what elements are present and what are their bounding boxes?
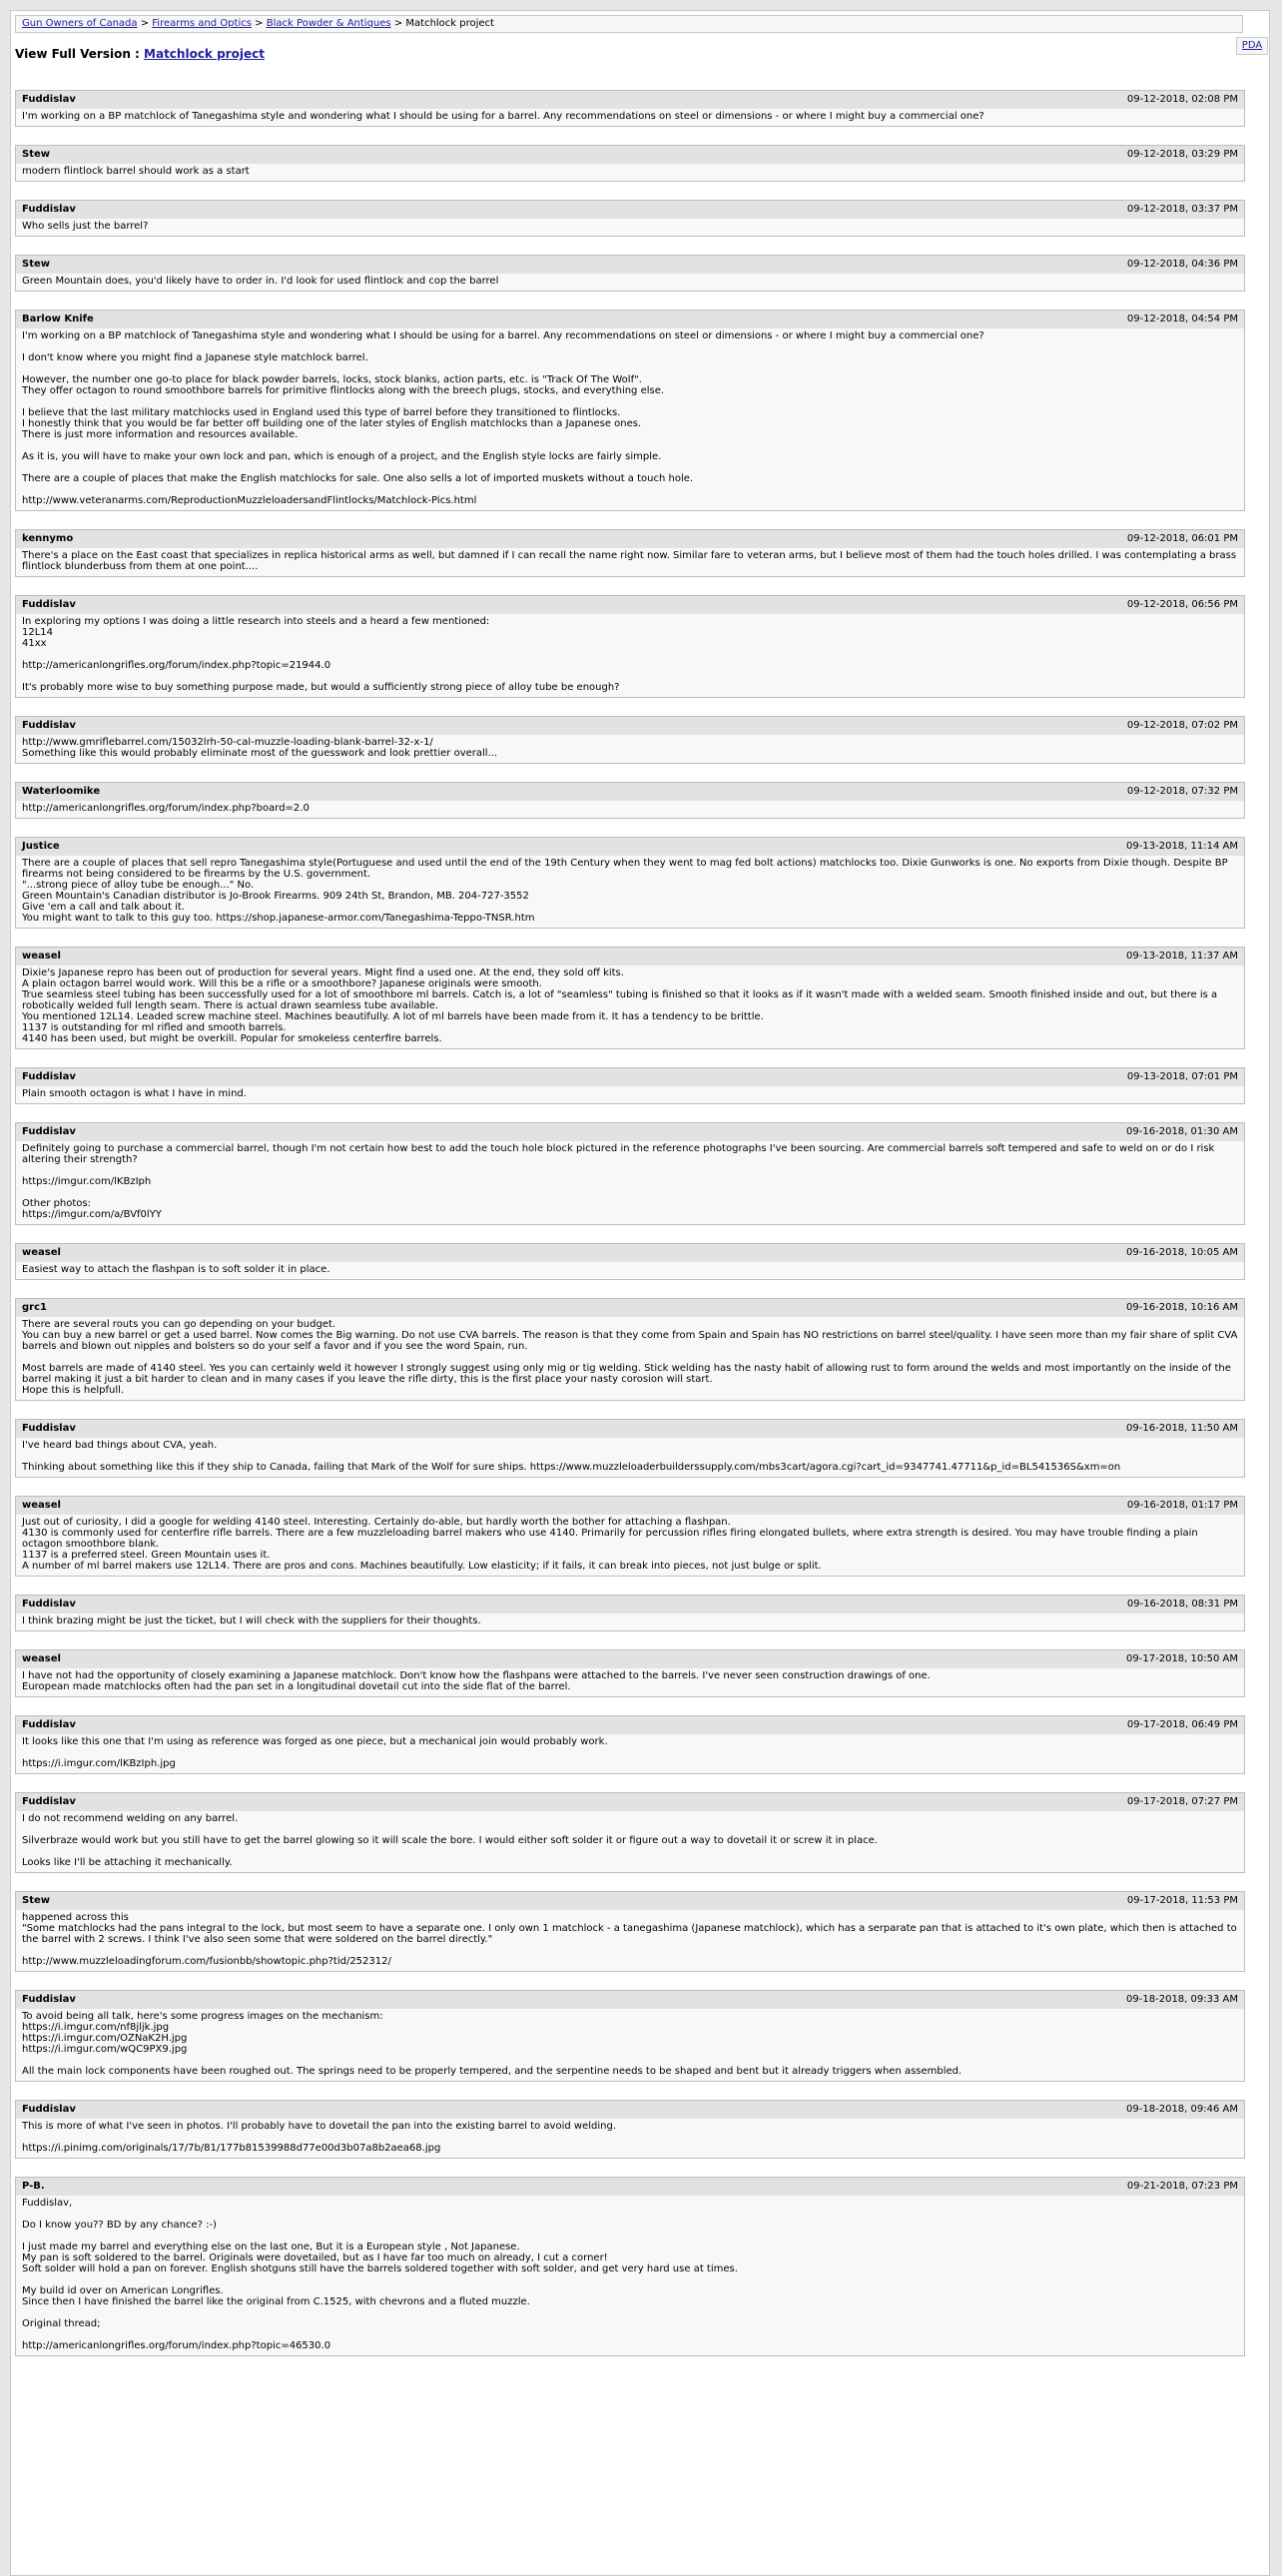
post-line: It's probably more wise to buy something purpose made, but would a sufficiently strong piece of alloy tube be enough? [22, 682, 620, 693]
post-line [22, 1165, 1238, 1176]
post-line [22, 1945, 1238, 1956]
post-author: Barlow Knife [22, 314, 94, 324]
post [15, 255, 1245, 292]
post-body [16, 1086, 1244, 1103]
post-line: My build id over on American Longrifles. [22, 2285, 224, 2296]
post-body [16, 548, 1244, 576]
post-line [22, 2209, 1238, 2220]
post-author: Justice [22, 841, 60, 852]
post-line: "...strong piece of alloy tube be enough..." No. [22, 880, 255, 891]
post [15, 2177, 1245, 2356]
post-line: I just made my barrel and everything else on the last one, But it is a European style , Not Japanese. [22, 2242, 520, 2253]
post-date: 09-17-2018, 06:49 PM [1126, 1719, 1238, 1730]
post-line [22, 2307, 1238, 2318]
post-line [22, 341, 1238, 352]
post-line: 12L14 [22, 627, 54, 638]
pda-link[interactable]: PDA [1241, 40, 1263, 51]
post-line: Green Mountain's Canadian distributor is Jo-Brook Firearms. 909 24th St, Brandon, MB. 204-727-3552 [22, 891, 529, 902]
post [15, 1243, 1245, 1280]
post-date: 09-13-2018, 11:14 AM [1126, 841, 1238, 852]
post [15, 1715, 1245, 1774]
post-date: 09-13-2018, 07:01 PM [1126, 1071, 1238, 1082]
post-header [16, 838, 1244, 856]
post-body [16, 1910, 1244, 1971]
post-header [16, 1650, 1244, 1668]
post-date: 09-21-2018, 07:23 PM [1126, 2181, 1238, 2192]
breadcrumb-link-forum[interactable]: Gun Owners of Canada [22, 18, 138, 29]
post-line: Who sells just the barrel? [22, 221, 149, 232]
post [15, 1891, 1245, 1972]
post-line [22, 2231, 1238, 2242]
post-header [16, 1299, 1244, 1317]
post-line [22, 363, 1238, 374]
post-author: weasel [22, 1247, 61, 1258]
post-date: 09-17-2018, 07:27 PM [1126, 1796, 1238, 1807]
post-line: Give 'em a call and talk about it. [22, 902, 185, 913]
post-line: https://imgur.com/lKBzIph [22, 1176, 152, 1187]
post-line: They offer octagon to round smoothbore barrels for primitive flintlocks along with the breech plugs, stocks, and everything else. [22, 385, 665, 396]
post-line: happened across this [22, 1912, 129, 1923]
post-date: 09-13-2018, 11:37 AM [1126, 951, 1238, 962]
post-line [22, 462, 1238, 473]
post-body [16, 1613, 1244, 1630]
post-line: Something like this would probably eliminate most of the guesswork and look prettier overall... [22, 748, 498, 759]
post-line: 41xx [22, 638, 47, 649]
post-line: A plain octagon barrel would work. Will this be a rifle or a smoothbore? Japanese originals were smooth. [22, 978, 542, 989]
breadcrumb-link-blackpowder[interactable]: Black Powder & Antiques [266, 18, 391, 29]
post-header [16, 948, 1244, 966]
post-author: Fuddislav [22, 94, 76, 105]
post-line: https://i.imgur.com/nf8jljk.jpg [22, 2022, 170, 2033]
post-line: True seamless steel tubing has been successfully used for a lot of smoothbore ml barrels. Catch is, a lot of "seamless" tubing is finished so that it looks as if it wasn't made with a welded seam. Smooth finished inside and out, but there is a robotically welded full length seam. There is actual drawn seamless tube available. [22, 989, 1221, 1011]
post-body [16, 1668, 1244, 1696]
post-line: 1137 is a preferred steel. Green Mountain uses it. [22, 1550, 271, 1561]
post-line: modern flintlock barrel should work as a start [22, 166, 250, 177]
post-date: 09-12-2018, 06:56 PM [1126, 599, 1238, 610]
post-line: I've heard bad things about CVA, yeah. [22, 1440, 218, 1451]
post [15, 1649, 1245, 1697]
post-line: Easiest way to attach the flashpan is to soft solder it in place. [22, 1264, 330, 1275]
post-line [22, 1846, 1238, 1857]
post-line: To avoid being all talk, here's some progress images on the mechanism: [22, 2011, 383, 2022]
post-date: 09-12-2018, 03:37 PM [1126, 204, 1238, 215]
post [15, 837, 1245, 929]
post-body [16, 1141, 1244, 1224]
post-body [16, 328, 1244, 510]
post-line: http://www.veteranarms.com/ReproductionMuzzleloadersandFlintlocks/Matchlock-Pics.html [22, 495, 477, 506]
post-line: I honestly think that you would be far better off building one of the later styles of English matchlocks than a Japanese ones. [22, 418, 642, 429]
post-line: http://americanlongrifles.org/forum/index.php?topic=46530.0 [22, 2340, 331, 2351]
post-date: 09-16-2018, 01:30 AM [1126, 1126, 1238, 1137]
post-line [22, 1352, 1238, 1363]
post-header [16, 1892, 1244, 1910]
post-header [16, 146, 1244, 164]
post-author: Stew [22, 149, 51, 160]
post-line [22, 484, 1238, 495]
post-line [22, 396, 1238, 407]
post-line: 4140 has been used, but might be overkill. Popular for smokeless centerfire barrels. [22, 1033, 442, 1044]
post-line: http://americanlongrifles.org/forum/index.php?board=2.0 [22, 803, 310, 814]
post-line: Silverbraze would work but you still have to get the barrel glowing so it will scale the bore. I would either soft solder it or figure out a way to dovetail it or screw it in place. [22, 1835, 878, 1846]
post-author: Fuddislav [22, 1796, 76, 1807]
post-line: My pan is soft soldered to the barrel. Originals were dovetailed, but as I have far too much on already, I cut a corner! [22, 2253, 608, 2263]
post-header [16, 2101, 1244, 2119]
post-body [16, 1734, 1244, 1773]
view-full-version-prefix: View Full Version : [15, 47, 145, 61]
post-header [16, 201, 1244, 219]
post-header [16, 717, 1244, 735]
post-line [22, 1451, 1238, 1462]
post-line: Other photos: [22, 1198, 91, 1209]
post-line: Hope this is helpfull. [22, 1385, 125, 1396]
post [15, 1298, 1245, 1401]
post-body [16, 1811, 1244, 1872]
post [15, 595, 1245, 698]
post-line [22, 2055, 1238, 2066]
post-date: 09-12-2018, 07:32 PM [1126, 786, 1238, 797]
post-author: weasel [22, 1500, 61, 1511]
post-line: Definitely going to purchase a commercial barrel, though I'm not certain how best to add the touch hole block pictured in the reference photographs I've been sourcing. Are commercial barrels soft tempered and safe to weld on or do I risk altering their strength? [22, 1143, 1218, 1165]
post-line: https://i.pinimg.com/originals/17/7b/81/177b81539988d77e00d3b07a8b2aea68.jpg [22, 2143, 441, 2154]
post-line: Original thread; [22, 2318, 101, 2329]
post-header [16, 1244, 1244, 1262]
post-line: http://www.muzzleloadingforum.com/fusionbb/showtopic.php?tid/252312/ [22, 1956, 391, 1967]
post-line: It looks like this one that I'm using as reference was forged as one piece, but a mechanical join would probably work. [22, 1736, 608, 1747]
post-date: 09-12-2018, 07:02 PM [1126, 720, 1238, 731]
post-line: I don't know where you might find a Japanese style matchlock barrel. [22, 352, 368, 363]
post-line: This is more of what I've seen in photos. I'll probably have to dovetail the pan into the existing barrel to avoid welding. [22, 2121, 616, 2132]
post-line: Just out of curiosity, I did a google for welding 4140 steel. Interesting. Certainly do-able, but hardly worth the bother for attaching a flashpan. [22, 1517, 731, 1528]
post [15, 1990, 1245, 2082]
post-body [16, 2009, 1244, 2081]
post-header [16, 311, 1244, 328]
post-author: Fuddislav [22, 1599, 76, 1610]
post-author: Fuddislav [22, 1423, 76, 1434]
post-body [16, 1515, 1244, 1576]
post-date: 09-17-2018, 10:50 AM [1126, 1653, 1238, 1664]
post-date: 09-16-2018, 01:17 PM [1126, 1500, 1238, 1511]
breadcrumb-separator: > [393, 18, 403, 29]
post-author: grc1 [22, 1302, 47, 1313]
post-line: Looks like I'll be attaching it mechanically. [22, 1857, 233, 1868]
breadcrumb-separator: > [140, 18, 150, 29]
post-author: P-B. [22, 2181, 45, 2192]
post-line: "Some matchlocks had the pans integral to the lock, but most seem to have a separate one. I only own 1 matchlock - a tanegashima (Japanese matchlock), which has a serparate pan that is attached to it's own plate, which then is attached to the barrel with 2 screws. I think I've also seen some that were soldered on the barrel directly." [22, 1923, 1240, 1945]
post-author: kennymo [22, 533, 74, 544]
post [15, 947, 1245, 1049]
post-date: 09-16-2018, 10:05 AM [1126, 1247, 1238, 1258]
post-date: 09-12-2018, 04:36 PM [1126, 259, 1238, 270]
post-line: Dixie's Japanese repro has been out of production for several years. Might find a used one. At the end, they sold off kits. [22, 967, 624, 978]
post-date: 09-16-2018, 10:16 AM [1126, 1302, 1238, 1313]
post-line: Do I know you?? BD by any chance? :-) [22, 2220, 217, 2231]
post-line: https://i.imgur.com/lKBzIph.jpg [22, 1758, 176, 1769]
post-body [16, 801, 1244, 818]
breadcrumb-link-firearms[interactable]: Firearms and Optics [152, 18, 252, 29]
post-body [16, 856, 1244, 928]
post-body [16, 219, 1244, 236]
post-author: Fuddislav [22, 720, 76, 731]
breadcrumb-separator: > [255, 18, 264, 29]
post-line: I think brazing might be just the ticket, but I will check with the suppliers for their thoughts. [22, 1615, 481, 1626]
post-author: Fuddislav [22, 1719, 76, 1730]
breadcrumb [15, 15, 1243, 33]
post-list [15, 90, 1245, 2374]
post [15, 2100, 1245, 2159]
breadcrumb-current: Matchlock project [405, 18, 494, 29]
post [15, 782, 1245, 819]
post-header [16, 2178, 1244, 2196]
post-line: You can buy a new barrel or get a used barrel. Now comes the Big warning. Do not use CVA barrels. The reason is that they come from Spain and Spain has NO restrictions on barrel steel/quality. I have seen more than my fair share of split CVA barrels and blown out nipples and bolsters so do your self a favor and if you see the word Spain, run. [22, 1330, 1241, 1352]
post-date: 09-18-2018, 09:46 AM [1126, 2104, 1238, 2115]
post-line: 1137 is outstanding for ml rifled and smooth barrels. [22, 1022, 287, 1033]
post-line: http://www.gmriflebarrel.com/15032lrh-50-cal-muzzle-loading-blank-barrel-32-x-1/ [22, 737, 433, 748]
post-line: I do not recommend welding on any barrel. [22, 1813, 239, 1824]
post [15, 529, 1245, 577]
post-line: Thinking about something like this if they ship to Canada, failing that Mark of the Wolf for sure ships. https://www.muzzleloaderbuilderssupply.com/mbs3cart/agora.cgi?cart_id=9347741.47711&p_id=BL541536S&xm=on [22, 1462, 1121, 1473]
post-body [16, 109, 1244, 126]
post-header [16, 1793, 1244, 1811]
post [15, 1792, 1245, 1873]
post [15, 90, 1245, 127]
post-header [16, 1596, 1244, 1613]
post-line: I'm working on a BP matchlock of Tanegashima style and wondering what I should be using for a barrel. Any recommendations on steel or dimensions - or where I might buy a commercial one? [22, 111, 984, 122]
post-line: Plain smooth octagon is what I have in mind. [22, 1088, 247, 1099]
post-header [16, 1991, 1244, 2009]
post-line: European made matchlocks often had the pan set in a longitudinal dovetail cut into the side flat of the barrel. [22, 1681, 571, 1692]
post-line [22, 1187, 1238, 1198]
post [15, 1067, 1245, 1104]
post-body [16, 1438, 1244, 1477]
post-line [22, 671, 1238, 682]
post-header [16, 1123, 1244, 1141]
post-date: 09-12-2018, 02:08 PM [1126, 94, 1238, 105]
post-author: Fuddislav [22, 204, 76, 215]
post-header [16, 530, 1244, 548]
post-author: weasel [22, 1653, 61, 1664]
post-line [22, 649, 1238, 660]
post-line: There are a couple of places that sell repro Tanegashima style(Portuguese and used until the end of the 19th Century when they went to mag fed bolt actions) matchlocks too. Dixie Gunworks is one. No exports from Dixie though. Despite BP firearms not being considered to be firearms by the U.S. government. [22, 858, 1231, 880]
post-header [16, 91, 1244, 109]
post-header [16, 596, 1244, 614]
post-header [16, 1068, 1244, 1086]
post-line: There are a couple of places that make the English matchlocks for sale. One also sells a lot of imported muskets without a touch hole. [22, 473, 694, 484]
post-body [16, 1262, 1244, 1279]
post-author: Waterloomike [22, 786, 101, 797]
post-line: Soft solder will hold a pan on forever. English shotguns still have the barrels soldered together with soft solder, and get very hard use at times. [22, 2263, 738, 2274]
post-date: 09-12-2018, 06:01 PM [1126, 533, 1238, 544]
post [15, 1122, 1245, 1225]
post-line: All the main lock components have been roughed out. The springs need to be properly tempered, and the serpentine needs to be shaped and bent but it already triggers when assembled. [22, 2066, 962, 2077]
post-body [16, 164, 1244, 181]
view-full-version [15, 47, 265, 61]
post-date: 09-16-2018, 08:31 PM [1126, 1599, 1238, 1610]
post-header [16, 1420, 1244, 1438]
post-date: 09-17-2018, 11:53 PM [1126, 1895, 1238, 1906]
post-line: https://imgur.com/a/BVf0lYY [22, 1209, 162, 1220]
post-line: I'm working on a BP matchlock of Tanegashima style and wondering what I should be using for a barrel. Any recommendations on steel or dimensions - or where I might buy a commercial one? [22, 330, 984, 341]
post-line [22, 2274, 1238, 2285]
post-author: Fuddislav [22, 1071, 76, 1082]
post-line: As it is, you will have to make your own lock and pan, which is enough of a project, and the English style locks are fairly simple. [22, 451, 662, 462]
post-line: Green Mountain does, you'd likely have to order in. I'd look for used flintlock and cop the barrel [22, 276, 499, 287]
post-author: Fuddislav [22, 2104, 76, 2115]
post-date: 09-12-2018, 04:54 PM [1126, 314, 1238, 324]
post-date: 09-18-2018, 09:33 AM [1126, 1994, 1238, 2005]
post-author: Fuddislav [22, 1126, 76, 1137]
post-body [16, 274, 1244, 291]
post-line: I have not had the opportunity of closely examining a Japanese matchlock. Don't know how the flashpans were attached to the barrels. I've never seen construction drawings of one. [22, 1670, 931, 1681]
post-line: Fuddislav, [22, 2198, 73, 2209]
post [15, 716, 1245, 764]
post-line: There is just more information and resources available. [22, 429, 299, 440]
post [15, 1419, 1245, 1478]
post [15, 145, 1245, 182]
post [15, 310, 1245, 511]
post-body [16, 966, 1244, 1048]
post-line: I believe that the last military matchlocks used in England used this type of barrel before they transitioned to flintlocks. [22, 407, 621, 418]
post-line: https://i.imgur.com/wQC9PX9.jpg [22, 2044, 188, 2055]
post-author: weasel [22, 951, 61, 962]
post-header [16, 1716, 1244, 1734]
post-header [16, 1497, 1244, 1515]
post-line: However, the number one go-to place for black powder barrels, locks, stock blanks, action parts, etc. is "Track Of The Wolf". [22, 374, 642, 385]
post-line: Most barrels are made of 4140 steel. Yes you can certainly weld it however I strongly suggest using only mig or tig welding. Stick welding has the nasty habit of allowing rust to form around the welds and most importantly on the inside of the barrel making it just a bit harder to clean and in many cases if you leave the rifle dirty, this is the first place your nasty corosion will start. [22, 1363, 1235, 1385]
post-line: http://americanlongrifles.org/forum/index.php?topic=21944.0 [22, 660, 331, 671]
post-line: You mentioned 12L14. Leaded screw machine steel. Machines beautifully. A lot of ml barrels have been made from it. It has a tendency to be brittle. [22, 1011, 764, 1022]
post-date: 09-16-2018, 11:50 AM [1126, 1423, 1238, 1434]
post-line: Since then I have finished the barrel like the original from C.1525, with chevrons and a fluted muzzle. [22, 2296, 530, 2307]
view-full-version-link[interactable]: Matchlock project [144, 47, 265, 61]
post-date: 09-12-2018, 03:29 PM [1126, 149, 1238, 160]
post-body [16, 614, 1244, 697]
post-line [22, 1824, 1238, 1835]
post-line [22, 2132, 1238, 2143]
post-line [22, 2329, 1238, 2340]
post-body [16, 735, 1244, 763]
post [15, 1496, 1245, 1577]
post [15, 200, 1245, 237]
post-author: Stew [22, 1895, 51, 1906]
post-line: https://i.imgur.com/OZNaK2H.jpg [22, 2033, 188, 2044]
post-line [22, 1747, 1238, 1758]
post-line: There's a place on the East coast that specializes in replica historical arms as well, but damned if I can recall the name right now. Similar fare to veteran arms, but I believe most of them had the touch holes drilled. I was contemplating a brass flintlock blunderbuss from them at one point.... [22, 550, 1240, 572]
post-author: Stew [22, 259, 51, 270]
post-line: There are several routs you can go depending on your budget. [22, 1319, 336, 1330]
post-line: In exploring my options I was doing a little research into steels and a heard a few mentioned: [22, 616, 490, 627]
post-author: Fuddislav [22, 1994, 76, 2005]
post-line: A number of ml barrel makers use 12L14. There are pros and cons. Machines beautifully. Low elasticity; if it fails, it can break into pieces, not just bulge or split. [22, 1561, 822, 1572]
post-line [22, 440, 1238, 451]
pda-box [1236, 37, 1268, 55]
post-body [16, 2196, 1244, 2355]
post-line: 4130 is commonly used for centerfire rifle barrels. There are a few muzzleloading barrel makers who use 4140. Primarily for percussion rifles firing elongated bullets, where extra strength is desired. You may have trouble finding a plain octagon smoothbore blank. [22, 1528, 1201, 1550]
post-header [16, 783, 1244, 801]
post-line: You might want to talk to this guy too. https://shop.japanese-armor.com/Tanegashima-Teppo-TNSR.htm [22, 913, 535, 924]
post [15, 1595, 1245, 1631]
post-body [16, 2119, 1244, 2158]
post-header [16, 256, 1244, 274]
post-body [16, 1317, 1244, 1400]
post-author: Fuddislav [22, 599, 76, 610]
